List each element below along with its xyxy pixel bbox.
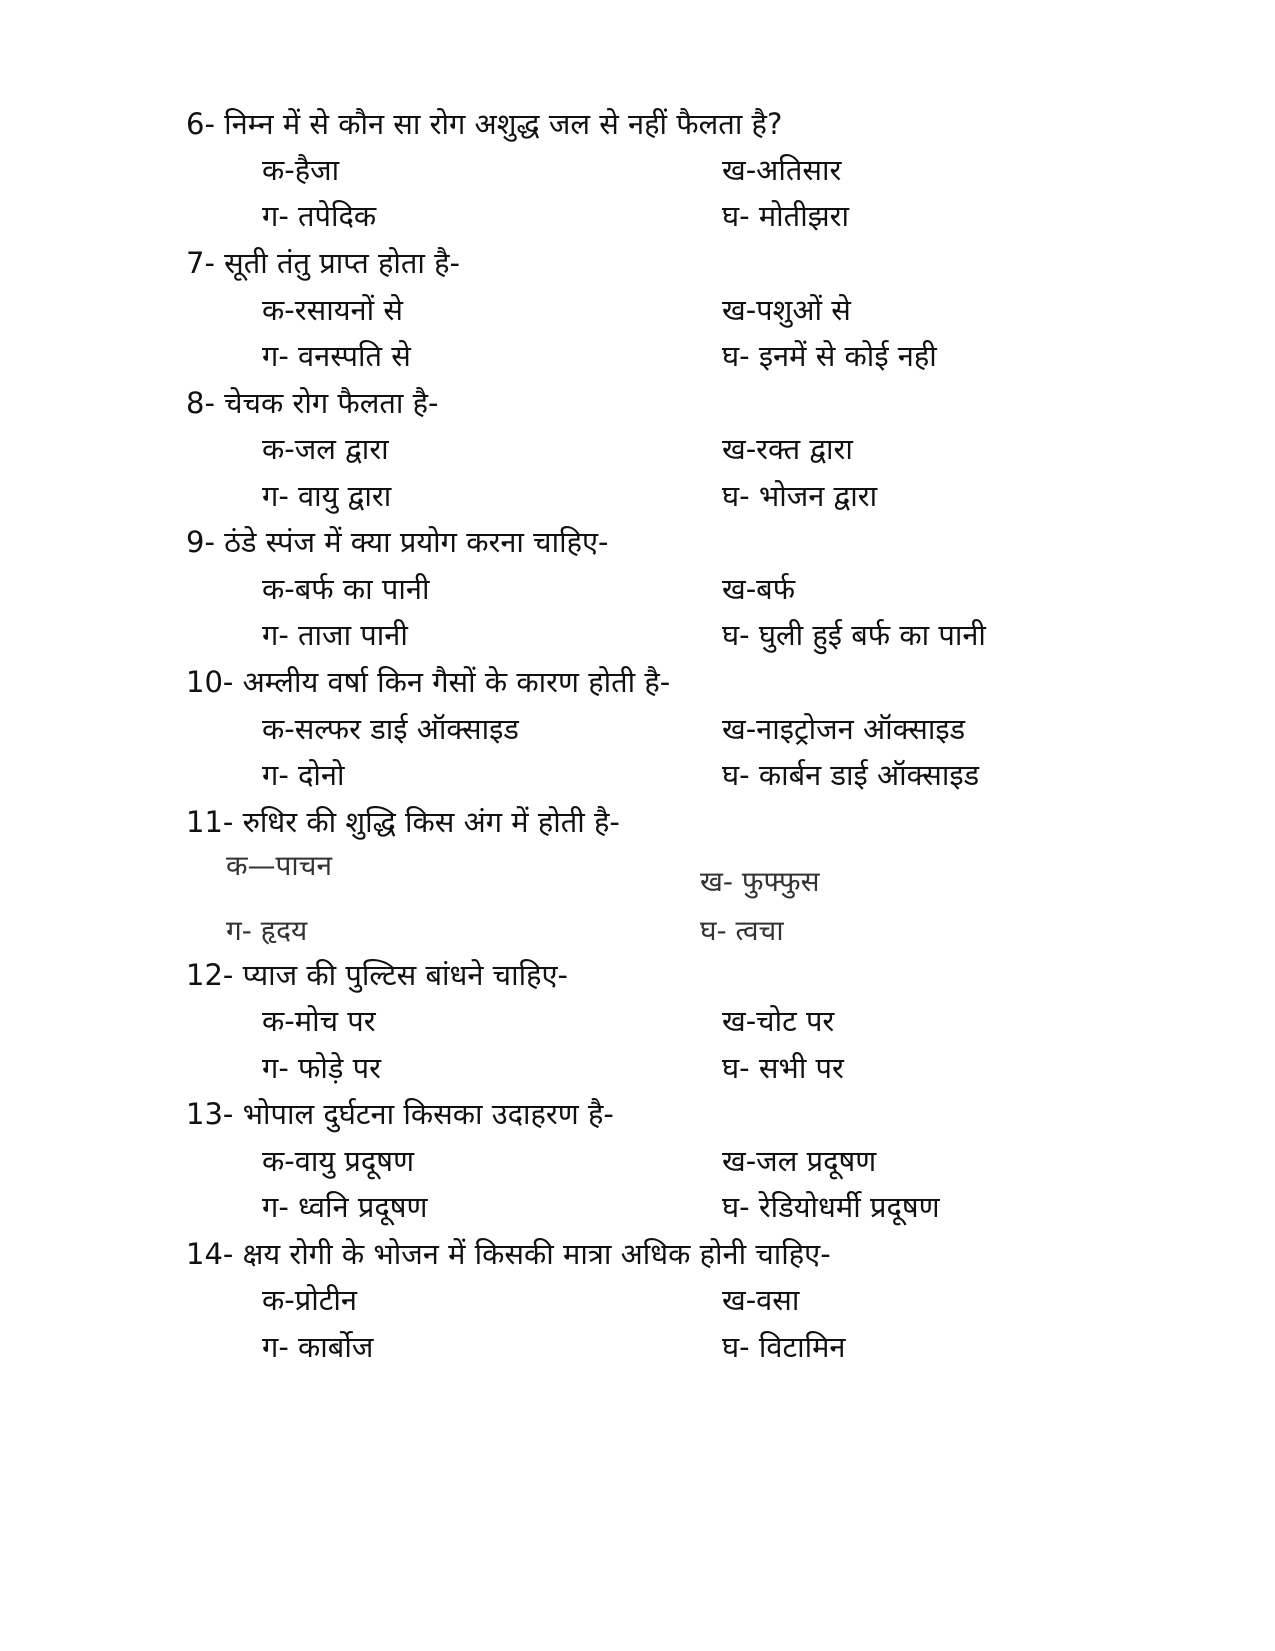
q12-option-d: घ- सभी पर [722,1051,844,1085]
q9-option-c: ग- ताजा पानी [262,618,408,652]
q14-option-c: ग- कार्बोज [262,1330,374,1364]
question-12: 12- प्याज की पुल्टिस बांधने चाहिए- [186,958,569,992]
q6-option-b: ख-अतिसार [722,153,842,187]
q11-option-b: ख- फुफ्फुस [700,865,820,898]
q13-option-a: क-वायु प्रदूषण [262,1144,415,1178]
q12-option-b: ख-चोट पर [722,1004,835,1038]
q7-option-d: घ- इनमें से कोई नही [722,339,937,373]
q10-option-b: ख-नाइट्रोजन ऑक्साइड [722,712,966,746]
q12-option-a: क-मोच पर [262,1004,376,1038]
q14-option-d: घ- विटामिन [722,1330,846,1364]
q13-option-b: ख-जल प्रदूषण [722,1144,877,1178]
q13-option-d: घ- रेडियोधर्मी प्रदूषण [722,1190,940,1224]
question-6: 6- निम्न में से कौन सा रोग अशुद्ध जल से नहीं फैलता है? [186,107,783,141]
q10-option-d: घ- कार्बन डाई ऑक्साइड [722,758,980,792]
q8-option-d: घ- भोजन द्वारा [722,479,878,513]
question-11: 11- रुधिर की शुद्धि किस अंग में होती है- [186,805,620,839]
q6-option-a: क-हैजा [262,153,340,187]
q6-option-c: ग- तपेदिक [262,199,377,233]
q14-option-b: ख-वसा [722,1283,800,1317]
q6-option-d: घ- मोतीझरा [722,199,850,233]
q8-option-c: ग- वायु द्वारा [262,479,392,513]
q7-option-a: क-रसायनों से [262,293,403,327]
q14-option-a: क-प्रोटीन [262,1283,357,1317]
q8-option-b: ख-रक्त द्वारा [722,432,853,466]
q7-option-b: ख-पशुओं से [722,293,851,327]
q11-option-a: क—पाचन [226,849,332,882]
question-14: 14- क्षय रोगी के भोजन में किसकी मात्रा अधिक होनी चाहिए- [186,1237,831,1271]
question-9: 9- ठंडे स्पंज में क्या प्रयोग करना चाहिए- [186,525,609,559]
question-13: 13- भोपाल दुर्घटना किसका उदाहरण है- [186,1097,614,1131]
q9-option-b: ख-बर्फ [722,572,796,606]
q11-option-d: घ- त्वचा [700,914,784,947]
question-8: 8- चेचक रोग फैलता है- [186,386,439,420]
q10-option-a: क-सल्फर डाई ऑक्साइड [262,712,519,746]
question-7: 7- सूती तंतु प्राप्त होता है- [186,246,461,280]
q10-option-c: ग- दोनो [262,758,345,792]
q12-option-c: ग- फोड़े पर [262,1051,381,1085]
question-10: 10- अम्लीय वर्षा किन गैसों के कारण होती है- [186,665,671,699]
q7-option-c: ग- वनस्पति से [262,339,411,373]
q11-option-c: ग- हृदय [226,914,308,947]
q9-option-d: घ- घुली हुई बर्फ का पानी [722,618,986,652]
q8-option-a: क-जल द्वारा [262,432,389,466]
q9-option-a: क-बर्फ का पानी [262,572,430,606]
q13-option-c: ग- ध्वनि प्रदूषण [262,1190,428,1224]
